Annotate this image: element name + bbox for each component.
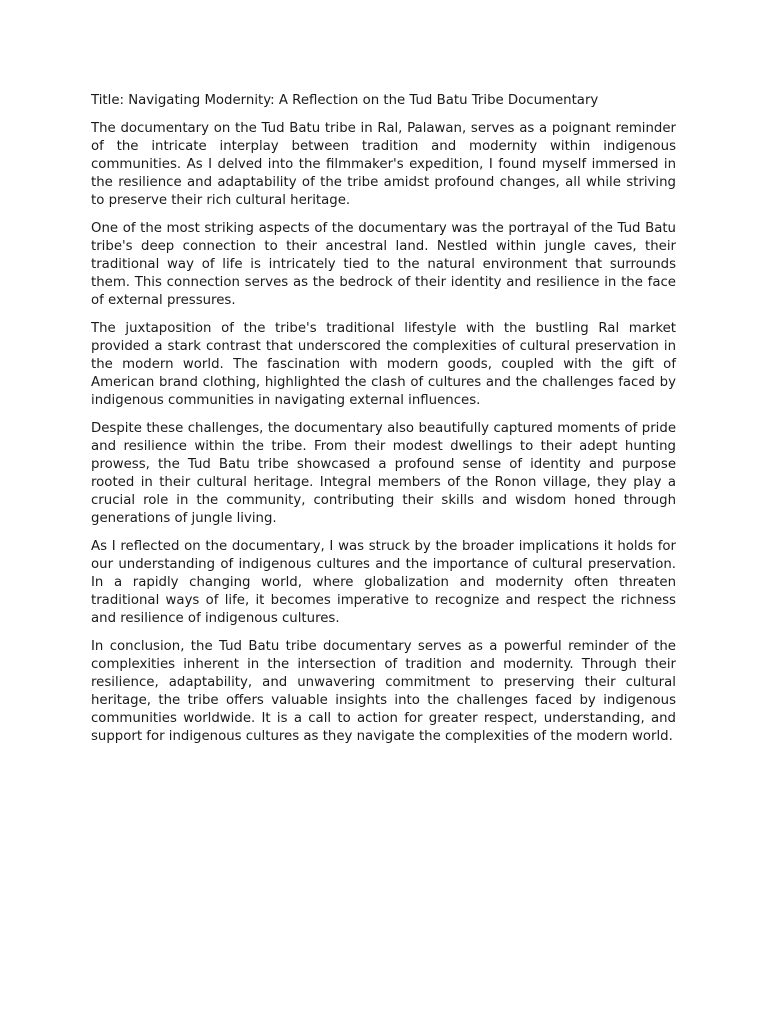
paragraph-intro: The documentary on the Tud Batu tribe in Ral, Palawan, serves as a poignant reminder of the intricate interplay between tradition and modernity within indigenous communities. As I delved into the filmmaker's expedition, I found myself immersed in the resilience and adaptability of the tribe amidst profound changes, all while striving to preserve their rich cultural heritage. bbox=[91, 121, 676, 208]
paragraph-conclusion: In conclusion, the Tud Batu tribe documentary serves as a powerful reminder of the complexities inherent in the intersection of tradition and modernity. Through their resilience, adaptability, and unwavering commitment to preserving their cultural heritage, the tribe offers valuable insights into the challenges faced by indigenous communities worldwide. It is a call to action for greater respect, understanding, and support for indigenous cultures as they navigate the complexities of the modern world. bbox=[91, 639, 676, 744]
paragraph-ancestral-land: One of the most striking aspects of the documentary was the portrayal of the Tud Batu tribe's deep connection to their ancestral land. Nestled within jungle caves, their traditional way of life is intricately tied to the natural environment that surrounds them. This connection serves as the bedrock of their identity and resilience in the face of external pressures. bbox=[91, 221, 676, 308]
document-title: Title: Navigating Modernity: A Reflection on the Tud Batu Tribe Documentary bbox=[91, 93, 599, 108]
paragraph-market-contrast: The juxtaposition of the tribe's traditional lifestyle with the bustling Ral market provided a stark contrast that underscored the complexities of cultural preservation in the modern world. The fascination with modern goods, coupled with the gift of American brand clothing, highlighted the clash of cultures and the challenges faced by indigenous communities in navigating external influences. bbox=[91, 321, 676, 408]
document-body bbox=[91, 92, 676, 756]
paragraph-broader-implications: As I reflected on the documentary, I was struck by the broader implications it holds for our understanding of indigenous cultures and the importance of cultural preservation. In a rapidly changing world, where globalization and modernity often threaten traditional ways of life, it becomes imperative to recognize and respect the richness and resilience of indigenous cultures. bbox=[91, 539, 676, 626]
paragraph-pride-resilience: Despite these challenges, the documentary also beautifully captured moments of pride and resilience within the tribe. From their modest dwellings to their adept hunting prowess, the Tud Batu tribe showcased a profound sense of identity and purpose rooted in their cultural heritage. Integral members of the Ronon village, they play a crucial role in the community, contributing their skills and wisdom honed through generations of jungle living. bbox=[91, 421, 676, 526]
